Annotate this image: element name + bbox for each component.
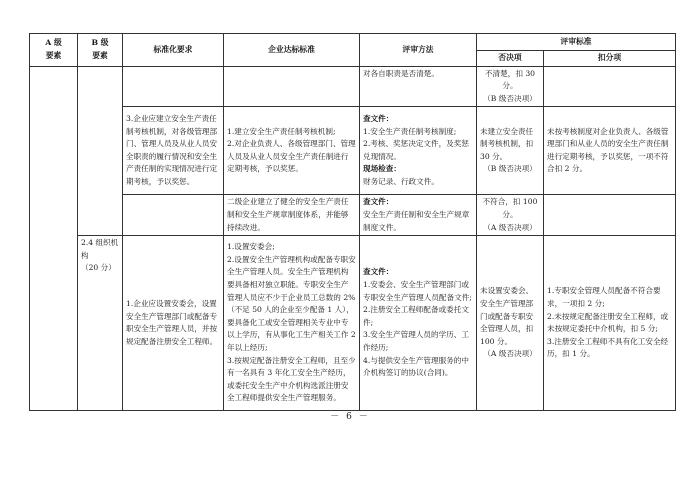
method-cell <box>360 195 477 236</box>
standard-cell: 1.建立安全生产责任制考核机制; 2.对企业负责人、各级管理部门、管理人员及从业人员安全生产责任制进行定期考核，予以奖惩。 <box>224 107 360 195</box>
header-deduction: 扣分项 <box>544 51 676 67</box>
deduction-cell <box>544 66 676 107</box>
header-veto: 否决项 <box>477 51 544 67</box>
method-doc-items: 安全生产责任制和安全生产规章制度文件。 <box>363 209 470 232</box>
method-onsite-heading: 现场检查： <box>363 164 401 174</box>
evaluation-standard-table <box>29 33 676 411</box>
method-doc-items: 1.安委会、安全生产管理部门或专职安全生产管理人员配备文件; 2.注册安全工程师配备或委托文件; 3.安全生产管理人员的学历、工作经历; 4.与提供安全生产管理服务的中介机构签订的协议(合同)。 <box>363 280 472 378</box>
veto-cell: 不符合，扣 100 分。 （A 级否决项） <box>477 195 544 236</box>
header-requirement: 标准化要求 <box>123 34 224 67</box>
header-b-element: B 级 要素 <box>78 34 123 67</box>
table-row <box>30 195 676 236</box>
requirement-cell: 1.企业应设置安委会，设置安全生产管理部门或配备专职安全生产管理人员，并按规定配备注册安全工程师。 <box>123 236 224 411</box>
header-review-method: 评审方法 <box>360 34 477 67</box>
a-element-cell <box>30 66 78 411</box>
header-review-criteria: 评审标准 <box>477 34 676 51</box>
method-cell <box>360 107 477 195</box>
requirement-cell <box>123 66 224 107</box>
b-element-cell <box>78 66 123 236</box>
method-doc-heading: 查文件： <box>363 197 394 207</box>
method-onsite-items: 财务记录、行政文件。 <box>363 177 439 187</box>
veto-level: （B 级否决项） <box>483 164 537 174</box>
method-doc-items: 1.安全生产责任制考核制度; 2.考核、奖惩决定文件，及奖惩兑现情况。 <box>363 126 469 161</box>
method-cell <box>360 236 477 411</box>
deduction-cell <box>544 195 676 236</box>
veto-level: （A 级否决项） <box>483 349 537 359</box>
requirement-cell: 3.企业应建立安全生产责任制考核机制，对各级管理部门、管理人员及从业人员安全职责的履行情况和安全生产责任制的实现情况进行定期考核，予以奖惩。 <box>123 107 224 195</box>
standard-cell: 1.设置安委会; 2.设置安全生产管理机构或配备专职安全生产管理人员。安全生产管理机构要具备相对独立职能。专职安全生产管理人员应不少于企业员工总数的 2%（不足 50 人的企业至少配备 1 人），要具备化工或安全管理相关专业中专以上学历，有从事化工生产相关工作 2 年以上经历; 3.按规定配备注册安全工程师，且至少有一名具有 3 年化工安全生产经历，或委托安全生产中介机构选派注册安全工程师提供安全生产管理服务。 <box>224 236 360 411</box>
deduction-cell: 1.专职安全管理人员配备不符合要求，一项扣 2 分; 2.未按规定配备注册安全工程师，或未按规定委托中介机构，扣 5 分; 3.注册安全工程师不具有化工安全经历，扣 1 分。 <box>544 236 676 411</box>
veto-cell: 不清楚，扣 30 分。 （B 级否决项） <box>477 66 544 107</box>
method-doc-heading: 查文件： <box>363 114 394 124</box>
standard-cell <box>224 66 360 107</box>
table-row <box>30 107 676 195</box>
header-a-element: A 级 要素 <box>30 34 78 67</box>
veto-text: 未设置安委会、安全生产管理部门或配备专职安全管理人员，扣 100 分。 <box>480 286 534 346</box>
veto-cell <box>477 236 544 411</box>
standard-cell: 二级企业建立了健全的安全生产责任制和安全生产规章制度体系，并能够持续改进。 <box>224 195 360 236</box>
veto-cell <box>477 107 544 195</box>
method-doc-heading: 查文件： <box>363 267 394 277</box>
requirement-cell <box>123 195 224 236</box>
b-element-org-structure: 2.4 组织机构 （20 分） <box>78 236 123 411</box>
header-row <box>30 34 676 51</box>
table-row <box>30 66 676 107</box>
veto-text: 未建立安全责任制考核机制，扣 30 分。 <box>480 126 534 161</box>
table-row <box>30 236 676 411</box>
header-compliance-standard: 企业达标标准 <box>224 34 360 67</box>
deduction-cell: 未按考核制度对企业负责人、各级管理部门和从业人员的安全生产责任制进行定期考核，予以奖惩，一项不符合扣 2 分。 <box>544 107 676 195</box>
page-number: － 6 － <box>330 412 370 422</box>
method-cell: 对各自职责是否清楚。 <box>360 66 477 107</box>
